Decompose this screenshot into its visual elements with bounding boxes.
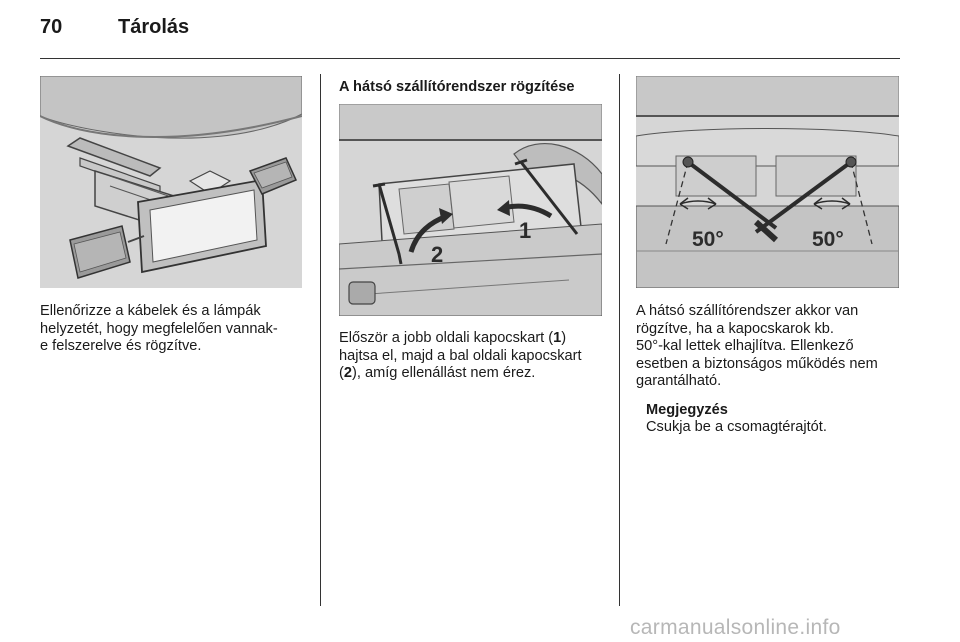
page-number: 70 (40, 16, 63, 38)
note-heading: Megjegyzés (646, 402, 728, 418)
text-line: garantálható. (636, 373, 722, 390)
column-divider-right (619, 74, 620, 606)
text-line: helyzetét, hogy megfelelően vannak- (40, 320, 278, 337)
text-line: e felszerelve és rögzítve. (40, 338, 202, 355)
lever-angle-illustration (636, 76, 899, 288)
note-text: Csukja be a csomagtérajtót. (646, 419, 827, 435)
text-line: esetben a biztonságos működés nem (636, 355, 878, 372)
header-rule (40, 58, 900, 59)
angle-label-right: 50° (812, 228, 844, 251)
text-line: (2), amíg ellenállást nem érez. (339, 365, 536, 382)
section-heading: A hátsó szállítórendszer rögzítése (339, 79, 575, 95)
text-line: rögzítve, ha a kapocskarok kb. (636, 320, 834, 337)
left-body-text (40, 303, 278, 356)
text-line: 50°-kal lettek elhajlítva. Ellenkező (636, 338, 854, 355)
lamp-bracket-illustration (40, 76, 302, 288)
right-body-text (636, 303, 878, 391)
callout-label-1: 1 (519, 218, 532, 243)
text-line: Először a jobb oldali kapocskart (1) (339, 330, 567, 346)
callout-label-2: 2 (431, 242, 444, 267)
column-divider-left (320, 74, 321, 606)
middle-body-text (339, 330, 582, 383)
angle-label-left: 50° (692, 228, 724, 251)
watermark[interactable]: carmanualsonline.info (630, 616, 841, 639)
clamp-levers-illustration (339, 104, 602, 316)
text-line: hajtsa el, majd a bal oldali kapocskart (339, 347, 582, 364)
chapter-title: Tárolás (118, 16, 190, 38)
text-line: Ellenőrizze a kábelek és a lámpák (40, 303, 261, 319)
text-line: A hátsó szállítórendszer akkor van (636, 303, 859, 319)
